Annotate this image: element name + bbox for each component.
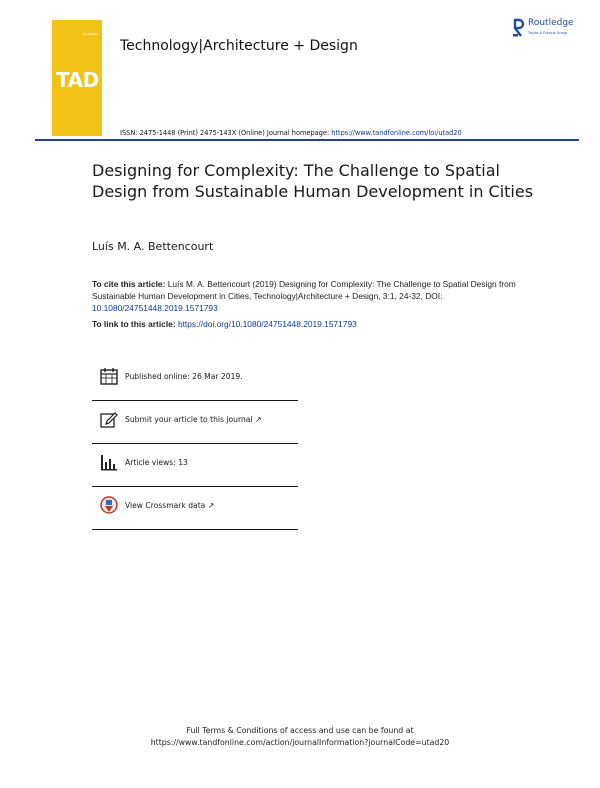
- link-label: To link to this article:: [92, 319, 178, 329]
- submit-row[interactable]: [92, 401, 298, 443]
- citation-text: Luís M. A. Bettencourt (2019) Designing for Complexity: The Challenge to Spatial Design from Sustainable Human Development in Cities, Technology|Architecture + Design, 3:1, 24-32, DOI:: [92, 279, 516, 301]
- cover-abbrev: TAD: [56, 68, 99, 92]
- footer-terms: Full Terms & Conditions of access and use can be found at: [186, 726, 414, 735]
- calendar-icon: [100, 367, 118, 385]
- publisher-logo[interactable]: [512, 18, 592, 46]
- issn-text: ISSN: 2475-1448 (Print) 2475-143X (Online) Journal homepage:: [120, 129, 332, 137]
- issn-line: [120, 129, 462, 137]
- citation-block: [92, 278, 532, 314]
- published-date: Published online: 26 Mar 2019.: [125, 372, 243, 381]
- crossmark-link[interactable]: [125, 501, 214, 510]
- bar-chart-icon: [100, 453, 118, 471]
- external-link-icon: ↗: [207, 501, 215, 510]
- crossmark-icon: [100, 496, 118, 514]
- journal-cover: [52, 20, 102, 136]
- citation-label: To cite this article:: [92, 279, 166, 289]
- article-link-line: [92, 319, 357, 329]
- submit-article-link[interactable]: [125, 415, 262, 424]
- external-link-icon: ↗: [254, 415, 262, 424]
- submit-article-label: Submit your article to this journal: [125, 415, 253, 424]
- info-divider: [92, 529, 298, 530]
- footer: [0, 725, 600, 749]
- cover-publisher-text: Routledge: [82, 32, 98, 36]
- author-name: Luís M. A. Bettencourt: [92, 240, 214, 253]
- publisher-subtitle: Taylor & Francis Group: [528, 31, 568, 35]
- article-info-panel: [92, 358, 298, 530]
- routledge-r-icon: [512, 18, 526, 40]
- journal-homepage-link[interactable]: https://www.tandfonline.com/loi/utad20: [331, 129, 462, 137]
- article-doi-url[interactable]: https://doi.org/10.1080/24751448.2019.1571793: [177, 319, 357, 329]
- publisher-name: Routledge: [528, 18, 574, 28]
- views-row: [92, 444, 298, 486]
- crossmark-row[interactable]: [92, 487, 298, 529]
- crossmark-label: View Crossmark data: [125, 501, 206, 510]
- edit-icon: [100, 410, 118, 428]
- article-title: Designing for Complexity: The Challenge to Spatial Design from Sustainable Human Development in Cities: [92, 161, 534, 201]
- article-views: Article views: 13: [125, 458, 188, 467]
- journal-title[interactable]: Technology|Architecture + Design: [120, 38, 358, 54]
- citation-doi-link[interactable]: 10.1080/24751448.2019.1571793: [92, 303, 218, 313]
- published-row: [92, 358, 298, 400]
- header-divider: [35, 139, 579, 141]
- footer-journal-link[interactable]: https://www.tandfonline.com/action/journalInformation?journalCode=utad20: [150, 738, 450, 747]
